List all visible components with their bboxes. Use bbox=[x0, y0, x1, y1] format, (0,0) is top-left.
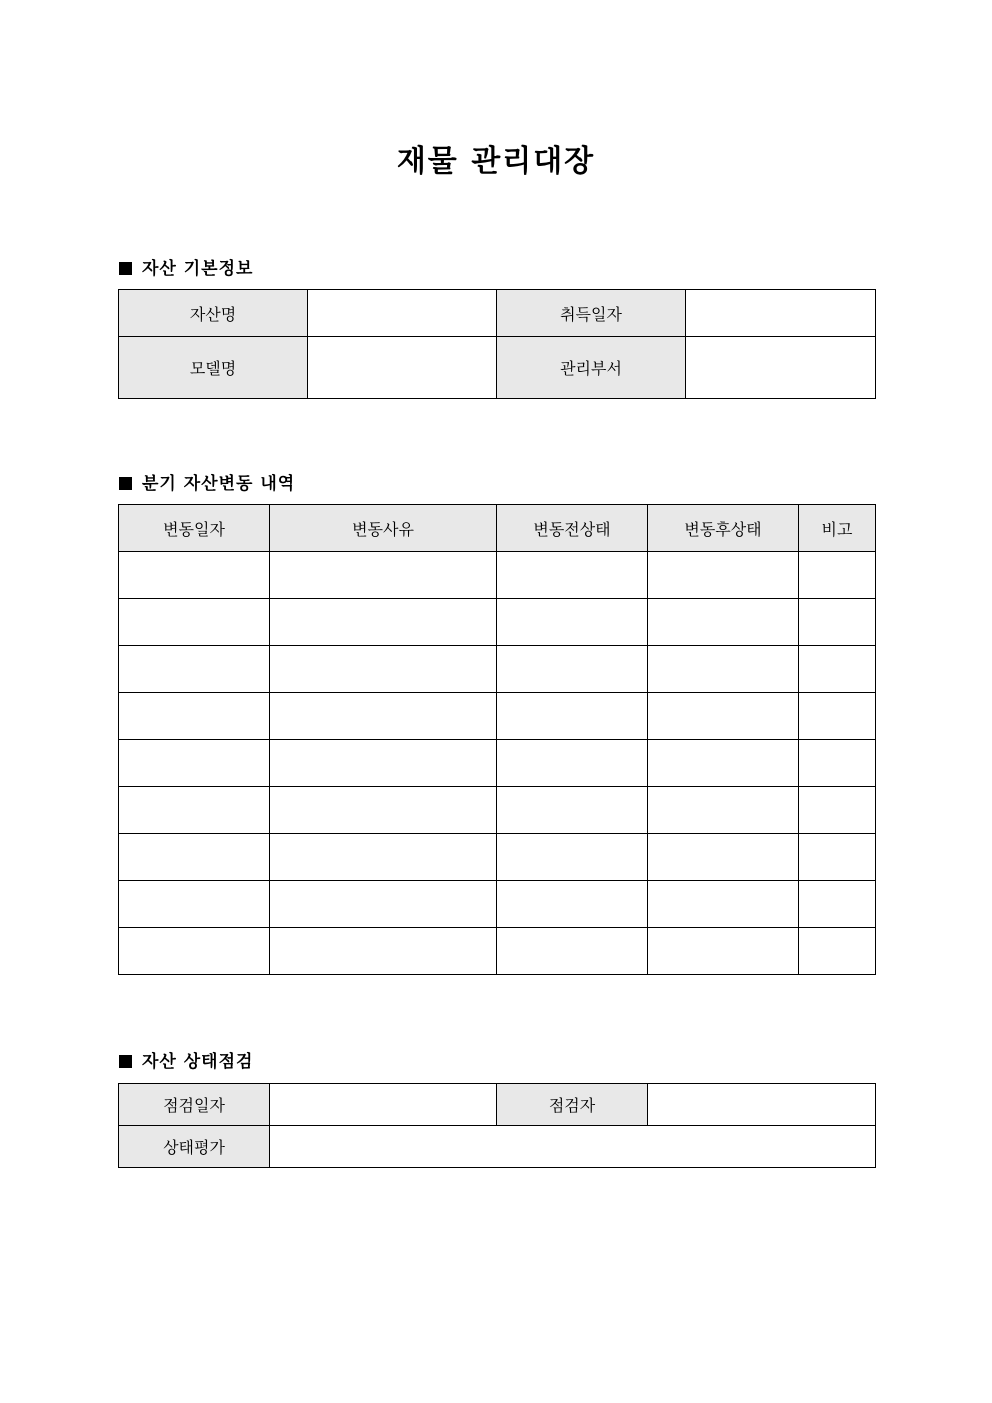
condition-evaluation-field[interactable] bbox=[270, 1126, 876, 1168]
status-after-cell[interactable] bbox=[648, 787, 799, 834]
change-reason-cell[interactable] bbox=[270, 646, 497, 693]
table-row bbox=[119, 787, 876, 834]
status-before-cell[interactable] bbox=[497, 693, 648, 740]
remarks-cell[interactable] bbox=[799, 881, 876, 928]
remarks-cell[interactable] bbox=[799, 740, 876, 787]
section-heading-inspection bbox=[119, 1047, 253, 1072]
change-reason-cell[interactable] bbox=[270, 693, 497, 740]
change-reason-cell[interactable] bbox=[270, 552, 497, 599]
inspector-field[interactable] bbox=[648, 1084, 876, 1126]
square-bullet-icon bbox=[119, 477, 132, 490]
inspection-date-field[interactable] bbox=[270, 1084, 497, 1126]
change-reason-cell[interactable] bbox=[270, 787, 497, 834]
table-row bbox=[119, 834, 876, 881]
section-heading-change-history bbox=[119, 469, 295, 494]
inspection-table bbox=[118, 1083, 876, 1168]
change-date-cell[interactable] bbox=[119, 599, 270, 646]
status-after-cell[interactable] bbox=[648, 881, 799, 928]
column-header-change-reason: 변동사유 bbox=[270, 505, 497, 552]
status-after-cell[interactable] bbox=[648, 740, 799, 787]
change-date-cell[interactable] bbox=[119, 646, 270, 693]
table-row bbox=[119, 881, 876, 928]
managing-department-field[interactable] bbox=[686, 337, 876, 399]
square-bullet-icon bbox=[119, 262, 132, 275]
status-before-cell[interactable] bbox=[497, 646, 648, 693]
change-date-cell[interactable] bbox=[119, 787, 270, 834]
status-after-cell[interactable] bbox=[648, 928, 799, 975]
status-before-cell[interactable] bbox=[497, 834, 648, 881]
acquisition-date-field[interactable] bbox=[686, 290, 876, 337]
status-after-cell[interactable] bbox=[648, 693, 799, 740]
change-date-cell[interactable] bbox=[119, 834, 270, 881]
section-heading-change-history-text: 분기 자산변동 내역 bbox=[142, 474, 296, 494]
document-title: 재물 관리대장 bbox=[396, 144, 596, 179]
table-row bbox=[119, 337, 876, 399]
change-reason-cell[interactable] bbox=[270, 834, 497, 881]
acquisition-date-label: 취득일자 bbox=[497, 290, 686, 337]
column-header-status-before: 변동전상태 bbox=[497, 505, 648, 552]
model-name-label: 모델명 bbox=[119, 337, 308, 399]
status-before-cell[interactable] bbox=[497, 881, 648, 928]
table-row bbox=[119, 693, 876, 740]
status-after-cell[interactable] bbox=[648, 646, 799, 693]
change-date-cell[interactable] bbox=[119, 928, 270, 975]
change-history-table bbox=[118, 504, 876, 975]
remarks-cell[interactable] bbox=[799, 787, 876, 834]
table-row bbox=[119, 599, 876, 646]
remarks-cell[interactable] bbox=[799, 928, 876, 975]
change-date-cell[interactable] bbox=[119, 552, 270, 599]
change-date-cell[interactable] bbox=[119, 693, 270, 740]
column-header-status-after: 변동후상태 bbox=[648, 505, 799, 552]
condition-evaluation-label: 상태평가 bbox=[119, 1126, 270, 1168]
change-date-cell[interactable] bbox=[119, 740, 270, 787]
table-row bbox=[119, 1126, 876, 1168]
table-row bbox=[119, 928, 876, 975]
remarks-cell[interactable] bbox=[799, 834, 876, 881]
table-header-row bbox=[119, 505, 876, 552]
section-heading-basic-info-text: 자산 기본정보 bbox=[142, 259, 254, 279]
status-before-cell[interactable] bbox=[497, 552, 648, 599]
table-row bbox=[119, 740, 876, 787]
change-reason-cell[interactable] bbox=[270, 928, 497, 975]
status-after-cell[interactable] bbox=[648, 599, 799, 646]
status-before-cell[interactable] bbox=[497, 599, 648, 646]
column-header-remarks: 비고 bbox=[799, 505, 876, 552]
change-reason-cell[interactable] bbox=[270, 740, 497, 787]
managing-department-label: 관리부서 bbox=[497, 337, 686, 399]
column-header-change-date: 변동일자 bbox=[119, 505, 270, 552]
table-row bbox=[119, 552, 876, 599]
section-heading-basic-info bbox=[119, 254, 253, 279]
asset-name-label: 자산명 bbox=[119, 290, 308, 337]
model-name-field[interactable] bbox=[308, 337, 497, 399]
inspector-label: 점검자 bbox=[497, 1084, 648, 1126]
status-after-cell[interactable] bbox=[648, 834, 799, 881]
table-row bbox=[119, 1084, 876, 1126]
table-row bbox=[119, 290, 876, 337]
status-before-cell[interactable] bbox=[497, 787, 648, 834]
basic-info-table bbox=[118, 289, 876, 399]
status-after-cell[interactable] bbox=[648, 552, 799, 599]
remarks-cell[interactable] bbox=[799, 599, 876, 646]
change-reason-cell[interactable] bbox=[270, 599, 497, 646]
square-bullet-icon bbox=[119, 1055, 132, 1068]
change-date-cell[interactable] bbox=[119, 881, 270, 928]
section-heading-inspection-text: 자산 상태점검 bbox=[142, 1052, 254, 1072]
status-before-cell[interactable] bbox=[497, 928, 648, 975]
inspection-date-label: 점검일자 bbox=[119, 1084, 270, 1126]
status-before-cell[interactable] bbox=[497, 740, 648, 787]
remarks-cell[interactable] bbox=[799, 646, 876, 693]
table-row bbox=[119, 646, 876, 693]
asset-name-field[interactable] bbox=[308, 290, 497, 337]
change-reason-cell[interactable] bbox=[270, 881, 497, 928]
remarks-cell[interactable] bbox=[799, 693, 876, 740]
remarks-cell[interactable] bbox=[799, 552, 876, 599]
